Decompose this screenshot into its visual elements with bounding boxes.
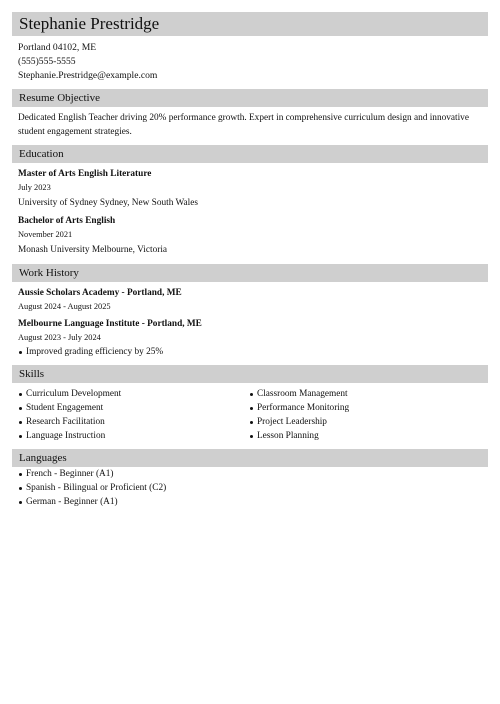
skills-section — [12, 387, 488, 443]
contact-email: Stephanie.Prestridge@example.com — [18, 70, 158, 81]
work-history-section — [12, 286, 488, 359]
contact-location: Portland 04102, ME — [18, 42, 97, 53]
contact-block — [12, 41, 488, 83]
skill-item: Classroom Management — [249, 387, 480, 401]
education-section — [12, 167, 488, 258]
school-name: University of Sydney Sydney, New South Wales — [18, 198, 199, 208]
work-entry — [18, 317, 480, 359]
degree-title: Bachelor of Arts English — [18, 216, 116, 226]
language-item: German - Beginner (A1) — [18, 495, 480, 509]
degree-title: Master of Arts English Literature — [18, 169, 152, 179]
skills-column-right — [249, 387, 480, 443]
work-bullet: Improved grading efficiency by 25% — [18, 345, 480, 359]
contact-phone: (555)555-5555 — [18, 56, 76, 67]
language-list — [18, 467, 480, 509]
languages-section — [12, 467, 488, 509]
skill-item: Student Engagement — [18, 401, 249, 415]
language-item: French - Beginner (A1) — [18, 467, 480, 481]
name-header-bar — [12, 12, 488, 36]
employment-dates: August 2023 - July 2024 — [18, 333, 101, 342]
skill-item: Language Instruction — [18, 429, 249, 443]
skill-item: Project Leadership — [249, 415, 480, 429]
section-heading-education: Education — [12, 145, 488, 163]
school-name: Monash University Melbourne, Victoria — [18, 245, 168, 255]
section-heading-skills: Skills — [12, 365, 488, 383]
skill-item: Curriculum Development — [18, 387, 249, 401]
skill-item: Research Facilitation — [18, 415, 249, 429]
work-bullet-list — [18, 345, 480, 359]
section-heading-objective: Resume Objective — [12, 89, 488, 107]
work-entry — [18, 286, 480, 314]
degree-date: July 2023 — [18, 183, 51, 192]
skill-item: Performance Monitoring — [249, 401, 480, 415]
candidate-name: Stephanie Prestridge — [19, 14, 160, 33]
education-entry — [18, 214, 480, 258]
language-item: Spanish - Bilingual or Proficient (C2) — [18, 481, 480, 495]
education-entry — [18, 167, 480, 211]
skills-column-left — [18, 387, 249, 443]
objective-text: Dedicated English Teacher driving 20% performance growth. Expert in comprehensive curriculum design and innovative student engagement strategies. — [18, 113, 469, 137]
employment-dates: August 2024 - August 2025 — [18, 302, 111, 311]
degree-date: November 2021 — [18, 230, 73, 239]
section-heading-work-history: Work History — [12, 264, 488, 282]
section-heading-languages: Languages — [12, 449, 488, 467]
employer-title: Aussie Scholars Academy - Portland, ME — [18, 288, 182, 298]
employer-title: Melbourne Language Institute - Portland, ME — [18, 319, 202, 329]
skill-item: Lesson Planning — [249, 429, 480, 443]
